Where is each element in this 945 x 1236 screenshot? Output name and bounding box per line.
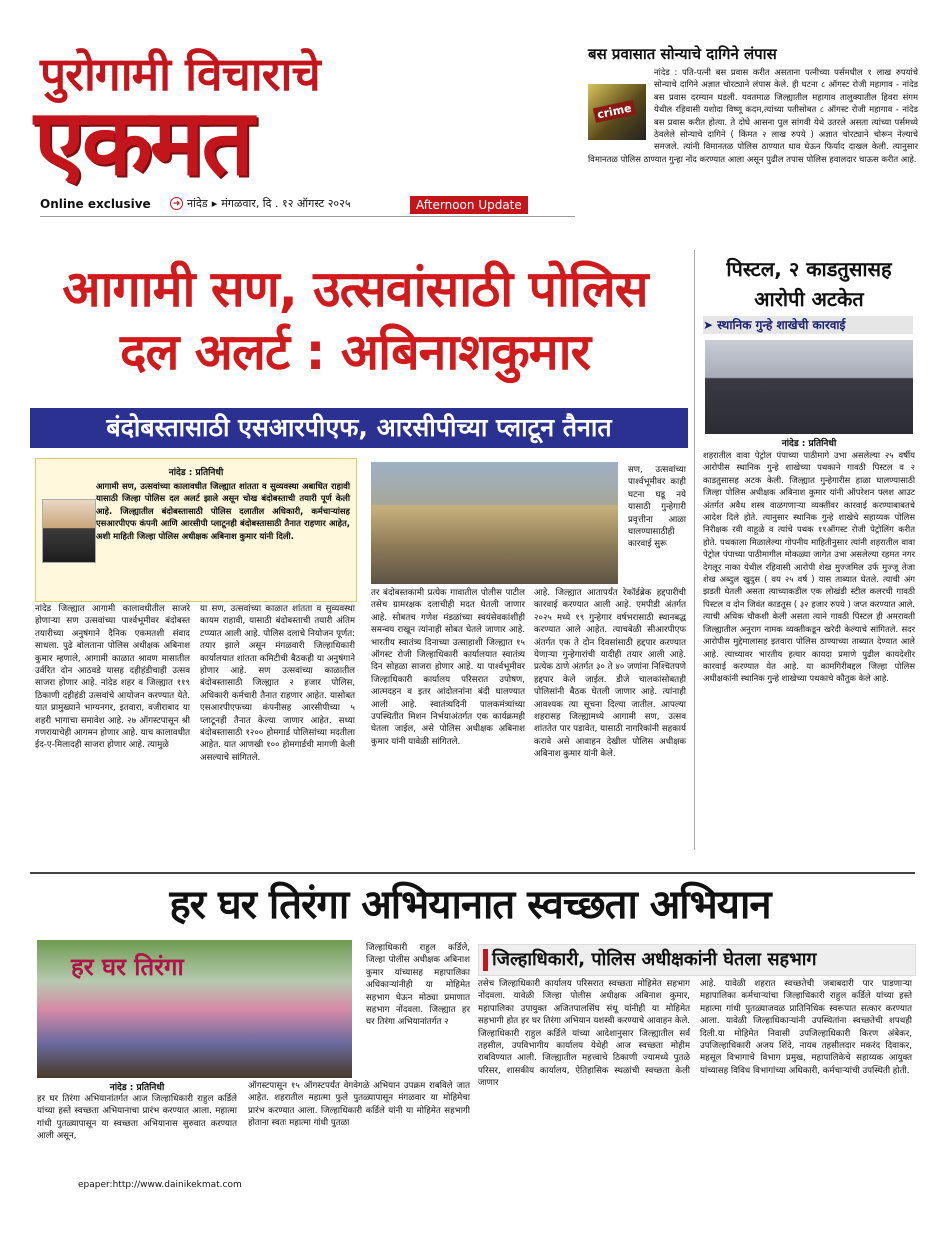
second-col-2 bbox=[248, 1080, 470, 1130]
main-headline bbox=[30, 258, 680, 384]
top-right-headline: बस प्रवासात सोन्याचे दागिने लंपास bbox=[588, 45, 777, 63]
right-story-body bbox=[703, 436, 915, 685]
right-byline: नांदेड : प्रतिनिधी bbox=[781, 439, 837, 449]
second-col-4 bbox=[700, 978, 912, 1077]
right-story-tag bbox=[703, 316, 913, 334]
second-col-3-text: तसेच जिल्हाधिकारी कार्यालय परिसरात स्वच्छता मोहिमेत सहभाग नोंदवला. यावेळी जिल्हा पोलीस अधीक्षक अबिनाश कुमार, महापालिका उपायुक्त अजितपालसिंघ संधू यांनीही या मोहिमेत सहभागी होत हर घर तिरंगा अभियान यशस्वी करण्याचे आवाहन केले. जिल्हाधिकारी राहुल कर्डिले यांच्या आदेशानुसार जिल्ह्यातील सर्व तहसील, उपविभागीय कार्यालय येथेही आज स्वच्छता मोहीम राबविण्यात आली. जिल्ह्यातील महत्त्वाचे ठिकाणी ज्यामध्ये पुतळे परिसर, शासकीय कार्यालय, ऐतिहासिक स्थळांची स्वच्छता केली जाणार bbox=[478, 979, 690, 1089]
masthead-title: एकमत bbox=[34, 89, 251, 196]
online-exclusive-label: Online exclusive bbox=[40, 197, 151, 211]
main-col-3-text: तर बंदोबस्तकामी प्रत्येक गावातील पोलीस पाटील तसेच ग्रामरक्षक दलाचीही मदत घेतली जाणार आहे. सोबतच गणेश मंडळांच्या स्वयंसेवकांशीही समन्वय राखून त्यांनाही सोबत घेतले जाणार आहे. भारतीय स्वातंत्र्य दिनाच्या उत्साहाशी जिल्ह्यात १५ ऑगस्ट रोजी जिल्हाधिकारी कार्यालयात स्वातंत्र्य दिन सोहळा साजरा होणार आहे. या पार्श्वभूमीवर जिल्हाधिकारी कार्यालय परिसरात उपोषण, आत्मदहन व इतर आंदोलनांना बंदी घालण्यात आली आहे. स्वातंत्र्यदिनी पालकमंत्र्यांच्या उपस्थितीत मिशन निर्भयाअंतर्गत एक कार्यक्रमही घेतला जाईल, असे पोलिस अधीक्षक अबिनाश कुमार यांनी यावेळी सांगितले. bbox=[371, 588, 525, 747]
main-byline: नांदेड : प्रतिनिधी bbox=[168, 468, 224, 478]
footer-epaper-link[interactable]: epaper:http://www.dainikekmat.com bbox=[78, 1180, 242, 1190]
top-right-body: नांदेड : पति-पत्नी बस प्रवास करीत असताना पत्नीच्या पर्समधील १ लाख रुपयांचे सोन्याचे दागिने अज्ञात चोरट्याने लंपास केले. ही घटना ८ ऑगस्ट रोजी महागाव - नांदेड बस प्रवास दरम्यान घडली. यवतमाळ जिल्ह्यातील महागाव तालुक्यातील हिवरा संगम येथील रहिवासी यशोदा विष्णू कदम,त्यांच्या पतीसोबत ८ ऑगस्ट रोजी महागाव - नांदेड बस प्रवास करीत होत्या. ते दोघे आसना पुल सांगवी येथे उतरले असता त्यांच्या पर्समध्ये ठेवलेले सोन्याचे दागिने ( किंमत २ लाख रुपये ) अज्ञात चोरट्याने चोरून नेल्याचे समजले. त्यांनी विमानतळ पोलिस ठाण्यात धाव घेऊन फिर्याद दाखल केली. त्यानुसार विमानतळ पोलिस ठाण्यात गुन्हा नोंद करण्यात आला असून पुढील तपास पोलिस हवालदार चाऊस करीत आहे. bbox=[588, 67, 918, 164]
dateline-date: मंगळवार, दि . १२ ऑगस्ट २०२५ bbox=[221, 197, 351, 210]
second-tag-label: जिल्हाधिकारी, पोलिस अधीक्षकांनी घेतला सहभाग bbox=[492, 949, 817, 970]
dateline bbox=[170, 196, 351, 211]
main-col-4b-text: आहे. जिल्ह्यात आतापर्यंत रेकॉर्डब्रेक हद्दपारीची कारवाई करण्यात आली आहे. एमपीडी अंतर्गत २०२५ मध्ये १९ गुन्हेगार वर्षभरासाठी स्थानबद्ध करण्यात आले आहेत. त्याचबेळी सीआरपीएफ अंतर्गत एक ते दोन दिवसांसाठी हद्दपार करण्यात येणाऱ्या गुन्हेगारांची यादीही तयार आली आहे. प्रत्येक ठाणे अंतर्गत ३० ते ४० जणांना निश्चितपणे हद्दपार केले जाईल. डीजे चालकांसोबतही पोलिसांनी बैठक घेतली जाणार आहे. त्यांनाही आवश्यक त्या सूचना दिल्या जातील. आपल्या शहरासह जिल्ह्यामध्ये आगामी सण, उत्सव शांततेत पार पडावेत, यासाठी नागरिकांनी सहकार्य करावे असे आवाहन देखील पोलिस अधीक्षक अबिनाश कुमार यांनी केले. bbox=[534, 588, 686, 760]
right-tag-icon: ➤ bbox=[703, 318, 714, 332]
masthead-tagline: पुरोगामी विचाराचे bbox=[40, 47, 320, 101]
police-march-photo bbox=[371, 462, 618, 584]
main-intro: आगामी सण, उत्सवांच्या कालावधीत जिल्ह्यात शांतता व सुव्यवस्था अबाधित राहावी यासाठी जिल्हा पोलिस दल अलर्ट झाले असून चोख बंदोबस्ताची तयारी पूर्ण केली आहे. जिल्ह्यातील बंदोबस्तासाठी पोलिस दलातील अधिकारी, कर्मचाऱ्यांसह एसआरपीएफ कंपनी आणि आरसीपी प्लाटूनही बंदोबस्तासाठी तैनात राहणार आहेत, अशी माहिती जिल्हा पोलिस अधीक्षक अबिनाश कुमार यांनी दिली. bbox=[96, 481, 350, 541]
dateline-place: नांदेड bbox=[187, 197, 208, 210]
main-col-2 bbox=[200, 603, 355, 764]
second-col-1-text: हर घर तिरंगा अभियानांतर्गत आज जिल्हाधिकारी राहुल कर्डिले यांच्या हस्ते स्वच्छता अभियानाचा प्रारंभ करण्यात आला. महात्मा गांधी पुतळ्यापासून या स्वच्छता अभियानास सुरुवात करण्यात आली असून, bbox=[37, 1094, 237, 1142]
main-headline-line2: दल अलर्ट : अबिनाशकुमार bbox=[119, 323, 591, 381]
reporter-avatar bbox=[42, 499, 96, 563]
second-story-tag bbox=[478, 944, 916, 976]
second-col-3 bbox=[478, 978, 690, 1090]
cleanliness-photo bbox=[37, 940, 352, 1078]
masthead-divider bbox=[40, 216, 575, 217]
second-col-beside-photo-text: जिल्हाधिकारी राहुल कर्डिले, जिल्हा पोलीस अधीक्षक अबिनाश कुमार यांच्यासह महापालिका अधिकाऱ्यांनीही या मोहिमेत सहभाग घेऊन मोठ्या प्रमाणात सहभाग नोंदवला. जिल्ह्यात हर घर तिरंगा अभियानांतर्गत २ bbox=[366, 943, 470, 1028]
tag-accent-bar bbox=[483, 949, 488, 971]
second-byline: नांदेड : प्रतिनिधी bbox=[109, 1083, 165, 1093]
arrest-photo bbox=[705, 340, 913, 434]
second-col-beside-photo bbox=[366, 942, 470, 1029]
column-divider bbox=[694, 250, 695, 850]
edition-badge: Afternoon Update bbox=[410, 196, 528, 214]
second-col-2-text: ऑगस्टपासून १५ ऑगस्टपर्यंत वेगवेगळे अभियान उपक्रम राबविले जात आहेत. शहरातील महात्मा फुले पुतळ्यापासून मंगळवार या मोहिमेचा प्रारंभ करण्यात आला. जिल्हाधिकारी कर्डिले यांनी या मोहिमेत सहभागी होताना स्वतः महात्मा गांधी पुतळा bbox=[248, 1081, 470, 1129]
dateline-sep: ▸ bbox=[211, 197, 218, 210]
right-tag-label: स्थानिक गुन्हे शाखेची कारवाई bbox=[717, 318, 846, 332]
second-headline: हर घर तिरंगा अभियानात स्वच्छता अभियान bbox=[169, 882, 771, 928]
crime-photo-label: crime bbox=[593, 100, 636, 123]
main-col-1 bbox=[35, 603, 190, 752]
second-col-4-text: आहे. यावेळी शहरात स्वच्छतेची जबाबदारी पार पाडणाऱ्या महापालिका कर्मचाऱ्यांचा जिल्हाधिकारी राहुल कर्डिले यांच्या हस्ते महात्मा गांधी पुतळ्याजवळ प्रातिनिधिक स्वरूपात सत्कार करण्यात आला. यावेळी जिल्हाधिकाऱ्यांनी उपस्थितांना स्वच्छतेची शपथही दिली.या मोहिमेत निवासी उपजिल्हाधिकारी किरण अंबेकर, उपजिल्हाधिकारी अजय शिंदे, नायब तहसीलदार मकरंद दिवाकर, महसूल विभागाचे विभाग प्रमुख, महापालिकेचे सहाय्यक आयुक्त यांच्यासह विविध विभागांच्या अधिकारी, कर्मचाऱ्यांची उपस्थिती होती. bbox=[700, 979, 912, 1076]
section-divider bbox=[30, 872, 915, 874]
main-col-2-text: या सण, उत्सवांच्या काळात शांतता व सुव्यवस्था कायम राहावी, यासाठी बंदोबस्ताची तयारी अंतिम टप्प्यात आली आहे. पोलिस दलाचे नियोजन पूर्णत: तयार झाले असून मंगळवारी जिल्हाधिकारी कार्यालयात शांतता कमिटीची बैठकही या अनुषंगाने होणार आहे. सण उत्सवांच्या काळातील बंदोबस्तासाठी जिल्ह्यात २ हजार पोलिस, अधिकारी कर्मचारी तैनात राहणार आहेत. यासोबत एसआरपीएफच्या कंपनीसह आरसीपीच्या ५ प्लाटूनही तैनात केल्या जाणार आहेत. सध्या बंदोबस्तासाठी १२०० होमगार्ड पोलिसांच्या मदतीला आहेत. यात आणखी १०० होमगार्डची मागणी केली असल्याचे सांगितले. bbox=[200, 604, 355, 763]
arrow-circle-icon: ➜ bbox=[170, 197, 183, 210]
right-story-text: शहरातील वावा पेट्रोल पंपाच्या पाठीमागे उभा असलेल्या २५ वर्षीय आरोपीस स्थानिक गुन्हे शाखेच्या पथकाने गावठी पिस्टल व २ काडतुसासह अटक केली. जिल्ह्यात गुन्हेगारीस हाळा घालण्यासाठी जिल्हा पोलिस अधीक्षक अबिनाश कुमार यांनी ऑपरेशन फ्लश आउट अंतर्गत अवैध शस्त्र वाळगणाऱ्या व्यक्तींवर कारवाई करण्याबाबतचे आदेश दिले होते. त्यानुसार स्थानिक गुन्हे शाखेचे सहाय्यक पोलिस निरीक्षक रवी वाहूळे व त्यांचे पथक ११ऑगस्ट रोजी पेट्रोलिंग करीत होते. पथकाला मिळालेल्या गोपनीय माहितीनुसार त्यांनी शहरातील वावा पेट्रोल पंपाच्या पाठीमागील मोकळ्या जागेत उभा असलेल्या रहमत नगर देगलूर नाका येथील रहिवासी आरोपी शेख मुज्जमिल उर्फ मुज्जू तेजा शेख अब्दुल खुदुस ( वय २५ वर्ष ) यास ताब्यात घेतले. त्याची अंग झडती घेतली असता त्याच्याकडील एक लोखंडी स्टील कलरची गावठी पिस्टल व दोन जिवंत काडतूस ( ३२ हजार रुपये ) जप्त करण्यात आले. त्याची अधिक चौकशी केली असता त्याने गावठी पिस्टल ही अमरावती जिल्ह्यातील अनुराग नामक व्यक्तीकडून खरेदी केल्याचे सांगितले. सदर आरोपीस मुद्देमालासह इतवारा पोलिस ठाण्याच्या ताब्यात देण्यात आले आहे. त्याच्यावर भारतीय हत्यार कायदा प्रमाणे पुढील कायदेशीर कारवाई करण्यात येत आहे. या कामगिरीबद्दल जिल्हा पोलिस अधीक्षकांनी स्थानिक गुन्हे शाखेच्या पथकाचे कौतुक केले आहे. bbox=[703, 450, 915, 684]
main-col-4a-text: सण, उत्सवांच्या पार्श्वभूमीवर काही घटना घडू नये यासाठी गुन्हेगारी प्रवृत्तीना आळा घालण्यासाठीही कारवाई सुरू bbox=[628, 465, 686, 550]
main-headline-line1: आगामी सण, उत्सवांसाठी पोलिस bbox=[62, 260, 648, 318]
right-story-headline: पिस्टल, २ काडतुसासह आरोपी अटकेत bbox=[726, 257, 892, 311]
second-col-1 bbox=[37, 1080, 237, 1143]
main-col-4a bbox=[628, 464, 686, 551]
main-col-1-text: नांदेड जिल्ह्यात आगामी कालावधीतील साजरे होणाऱ्या सण उत्सवांच्या पार्श्वभूमीवर बंदोबस्त तयारीच्या अनुषंगाने दैनिक एकमतशी संवाद साधला. पुढे बोलताना पोलिस अधीक्षक अबिनाश कुमार म्हणाले, आगामी काळात श्रावण मासातील उर्वरित दोन आठवडे यासह दहीहंडीचाही उत्सव साजरा होणार आहे. नांदेड शहर व जिल्ह्यात ११९ ठिकाणी दहीहंडी उत्सवांचे आयोजन करण्यात येते. यात प्रामुख्याने भाग्यनगर, इतवारा, वजीराबाद या शहरी भागाचा समावेश आहे. २७ ऑगस्टपासून श्री गणरायाचेही आगमन होणार आहे. याच कालावधीत ईद-ए-मिलादही साजरा होणार आहे. त्यामुळे bbox=[35, 604, 190, 751]
main-col-3 bbox=[371, 587, 525, 748]
photo-banner-text: हर घर तिरंगा bbox=[71, 953, 184, 981]
main-col-4b bbox=[534, 587, 686, 761]
main-subheadline: बंदोबस्तासाठी एसआरपीएफ, आरसीपीच्या प्लाटून तैनात bbox=[30, 408, 688, 448]
crime-photo bbox=[588, 84, 646, 140]
